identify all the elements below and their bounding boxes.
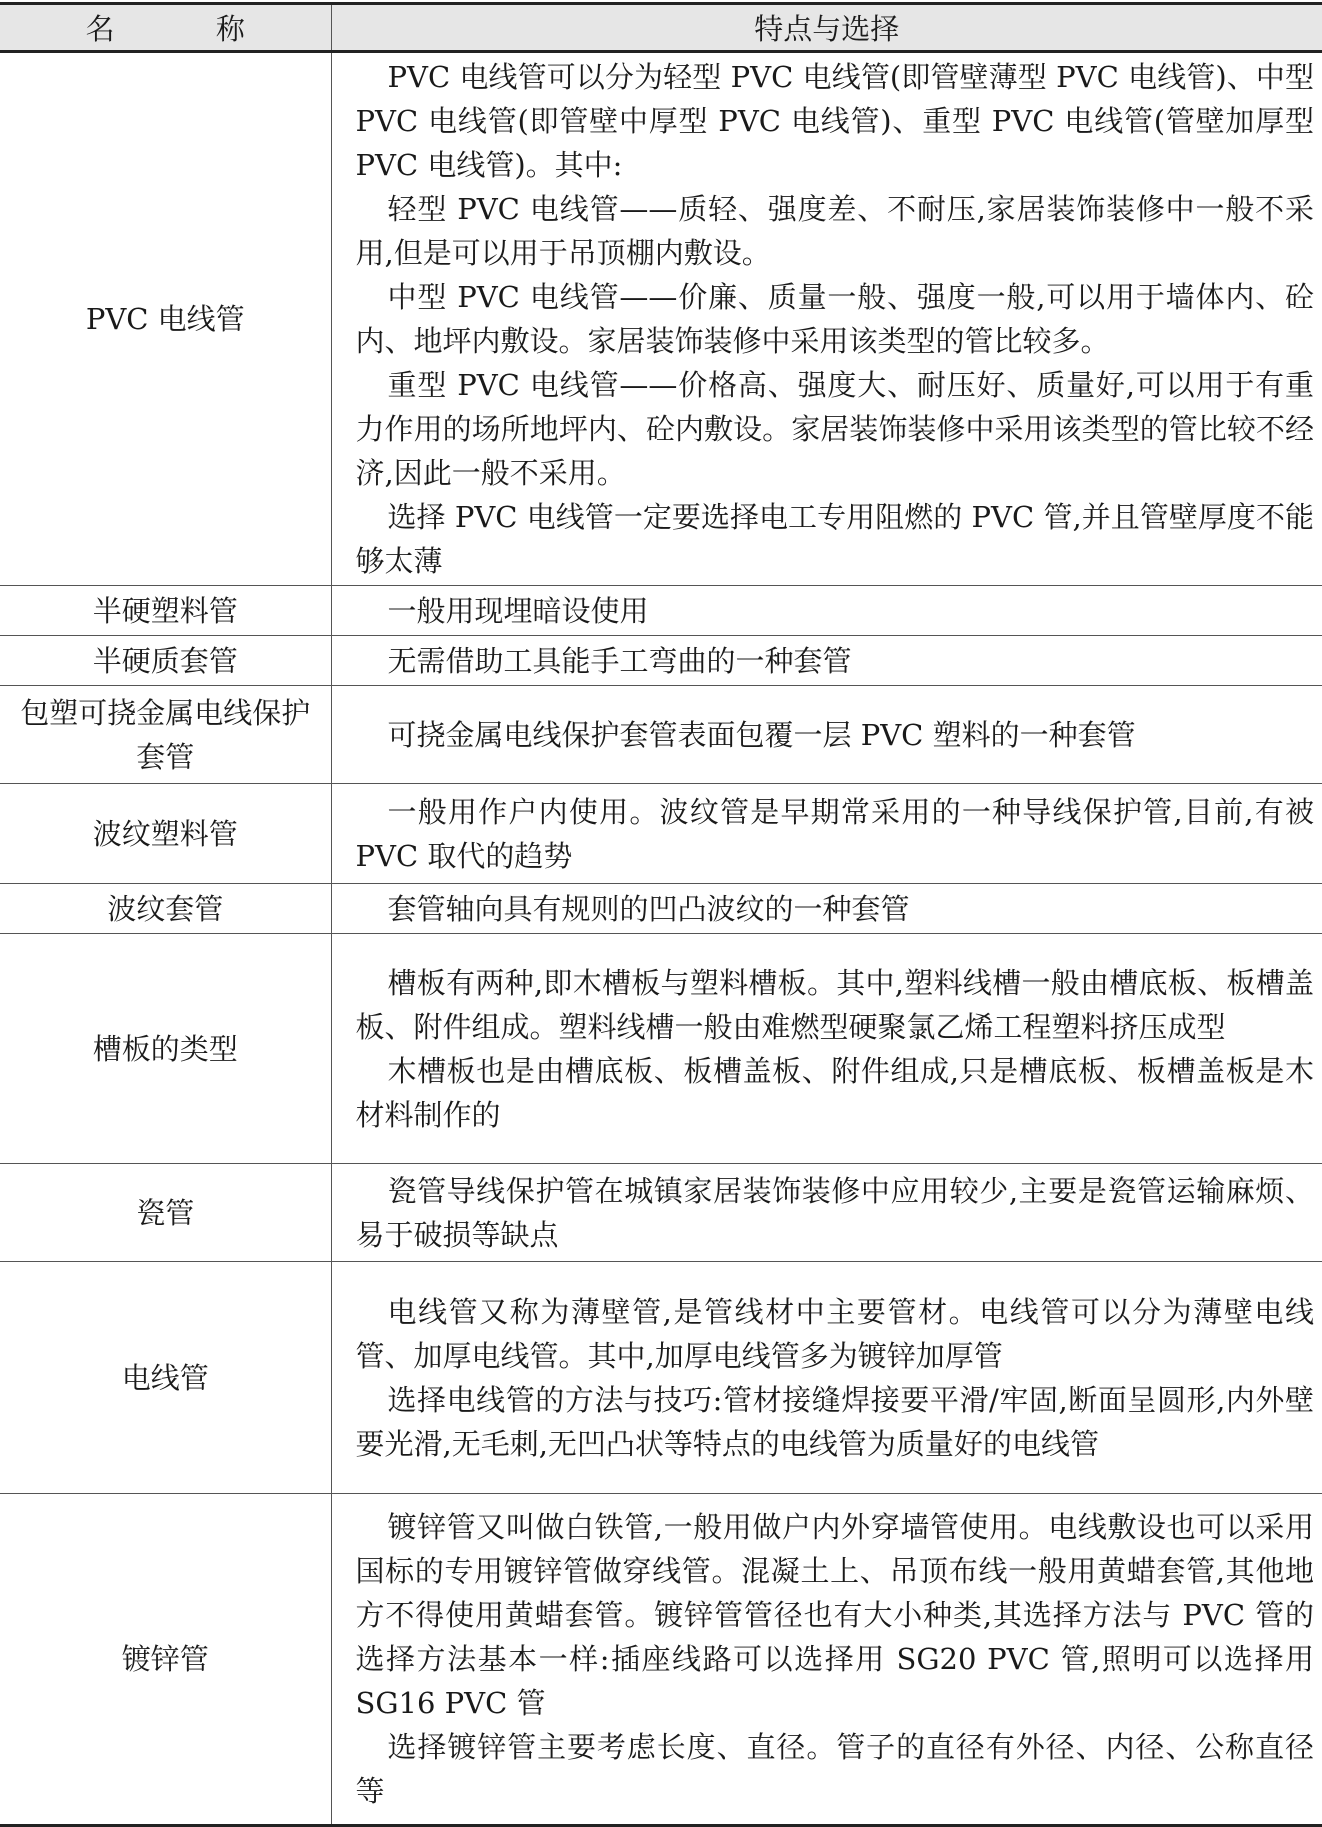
desc-paragraph: 一般用作户内使用。波纹管是早期常采用的一种导线保护管,目前,有被 PVC 取代的趋势 xyxy=(355,794,1314,873)
table-row xyxy=(0,934,1322,1164)
table-row xyxy=(0,636,1322,686)
row-name: PVC 电线管 xyxy=(0,52,331,586)
desc-paragraph: 一般用现埋暗设使用 xyxy=(387,593,649,628)
row-description xyxy=(331,1494,1322,1826)
desc-paragraph: 选择 PVC 电线管一定要选择电工专用阻燃的 PVC 管,并且管壁厚度不能够太薄 xyxy=(355,500,1314,578)
desc-paragraph: 无需借助工具能手工弯曲的一种套管 xyxy=(387,643,852,678)
desc-paragraph: 选择电线管的方法与技巧:管材接缝焊接要平滑/牢固,断面呈圆形,内外壁要光滑,无毛刺,无凹凸状等特点的电线管为质量好的电线管 xyxy=(355,1382,1314,1461)
row-name: 波纹塑料管 xyxy=(0,784,331,884)
row-name: 包塑可挠金属电线保护套管 xyxy=(0,686,331,784)
desc-paragraph: 槽板有两种,即木槽板与塑料槽板。其中,塑料线槽一般由槽底板、板槽盖板、附件组成。塑料线槽一般由难燃型硬聚氯乙烯工程塑料挤压成型 xyxy=(355,965,1314,1044)
desc-paragraph: PVC 电线管可以分为轻型 PVC 电线管(即管壁薄型 PVC 电线管)、中型 PVC 电线管(即管壁中厚型 PVC 电线管)、重型 PVC 电线管(管壁加厚型 PVC 电线管)。其中: xyxy=(355,60,1314,182)
row-description xyxy=(331,884,1322,934)
row-name: 半硬塑料管 xyxy=(0,586,331,636)
row-name: 电线管 xyxy=(0,1262,331,1494)
desc-paragraph: 重型 PVC 电线管——价格高、强度大、耐压好、质量好,可以用于有重力作用的场所地坪内、砼内敷设。家居装饰装修中采用该类型的管比较不经济,因此一般不采用。 xyxy=(355,368,1314,490)
desc-paragraph: 木槽板也是由槽底板、板槽盖板、附件组成,只是槽底板、板槽盖板是木材料制作的 xyxy=(355,1053,1314,1132)
header-name: 名 称 xyxy=(0,4,331,52)
row-description xyxy=(331,1164,1322,1262)
row-name: 波纹套管 xyxy=(0,884,331,934)
table-row xyxy=(0,1494,1322,1826)
table-row xyxy=(0,1164,1322,1262)
table-header-row xyxy=(0,4,1322,52)
desc-paragraph: 瓷管导线保护管在城镇家居装饰装修中应用较少,主要是瓷管运输麻烦、易于破损等缺点 xyxy=(355,1173,1314,1252)
header-description: 特点与选择 xyxy=(331,4,1322,52)
desc-paragraph: 选择镀锌管主要考虑长度、直径。管子的直径有外径、内径、公称直径等 xyxy=(355,1730,1314,1808)
row-description xyxy=(331,934,1322,1164)
row-description xyxy=(331,586,1322,636)
desc-paragraph: 中型 PVC 电线管——价廉、质量一般、强度一般,可以用于墙体内、砼内、地坪内敷设。家居装饰装修中采用该类型的管比较多。 xyxy=(355,280,1314,358)
table-row xyxy=(0,784,1322,884)
table-row xyxy=(0,586,1322,636)
desc-paragraph: 轻型 PVC 电线管——质轻、强度差、不耐压,家居装饰装修中一般不采用,但是可以用于吊顶棚内敷设。 xyxy=(355,192,1314,270)
desc-paragraph: 可挠金属电线保护套管表面包覆一层 PVC 塑料的一种套管 xyxy=(387,717,1136,752)
desc-paragraph: 电线管又称为薄壁管,是管线材中主要管材。电线管可以分为薄壁电线管、加厚电线管。其中,加厚电线管多为镀锌加厚管 xyxy=(355,1294,1314,1373)
row-description xyxy=(331,784,1322,884)
row-description xyxy=(331,686,1322,784)
desc-paragraph: 镀锌管又叫做白铁管,一般用做户内外穿墙管使用。电线敷设也可以采用国标的专用镀锌管做穿线管。混凝土上、吊顶布线一般用黄蜡套管,其他地方不得使用黄蜡套管。镀锌管管径也有大小种类,其选择方法与 PVC 管的选择方法基本一样:插座线路可以选择用 SG20 PVC 管,照明可以选择用 SG16 PVC 管 xyxy=(355,1510,1314,1720)
row-name: 半硬质套管 xyxy=(0,636,331,686)
row-description xyxy=(331,1262,1322,1494)
row-name: 槽板的类型 xyxy=(0,934,331,1164)
row-name: 瓷管 xyxy=(0,1164,331,1262)
table-row xyxy=(0,884,1322,934)
table-row xyxy=(0,686,1322,784)
row-name: 镀锌管 xyxy=(0,1494,331,1826)
desc-paragraph: 套管轴向具有规则的凹凸波纹的一种套管 xyxy=(387,891,910,926)
conduit-table xyxy=(0,2,1322,1827)
table-row xyxy=(0,1262,1322,1494)
row-description xyxy=(331,52,1322,586)
table-row xyxy=(0,52,1322,586)
row-description xyxy=(331,636,1322,686)
